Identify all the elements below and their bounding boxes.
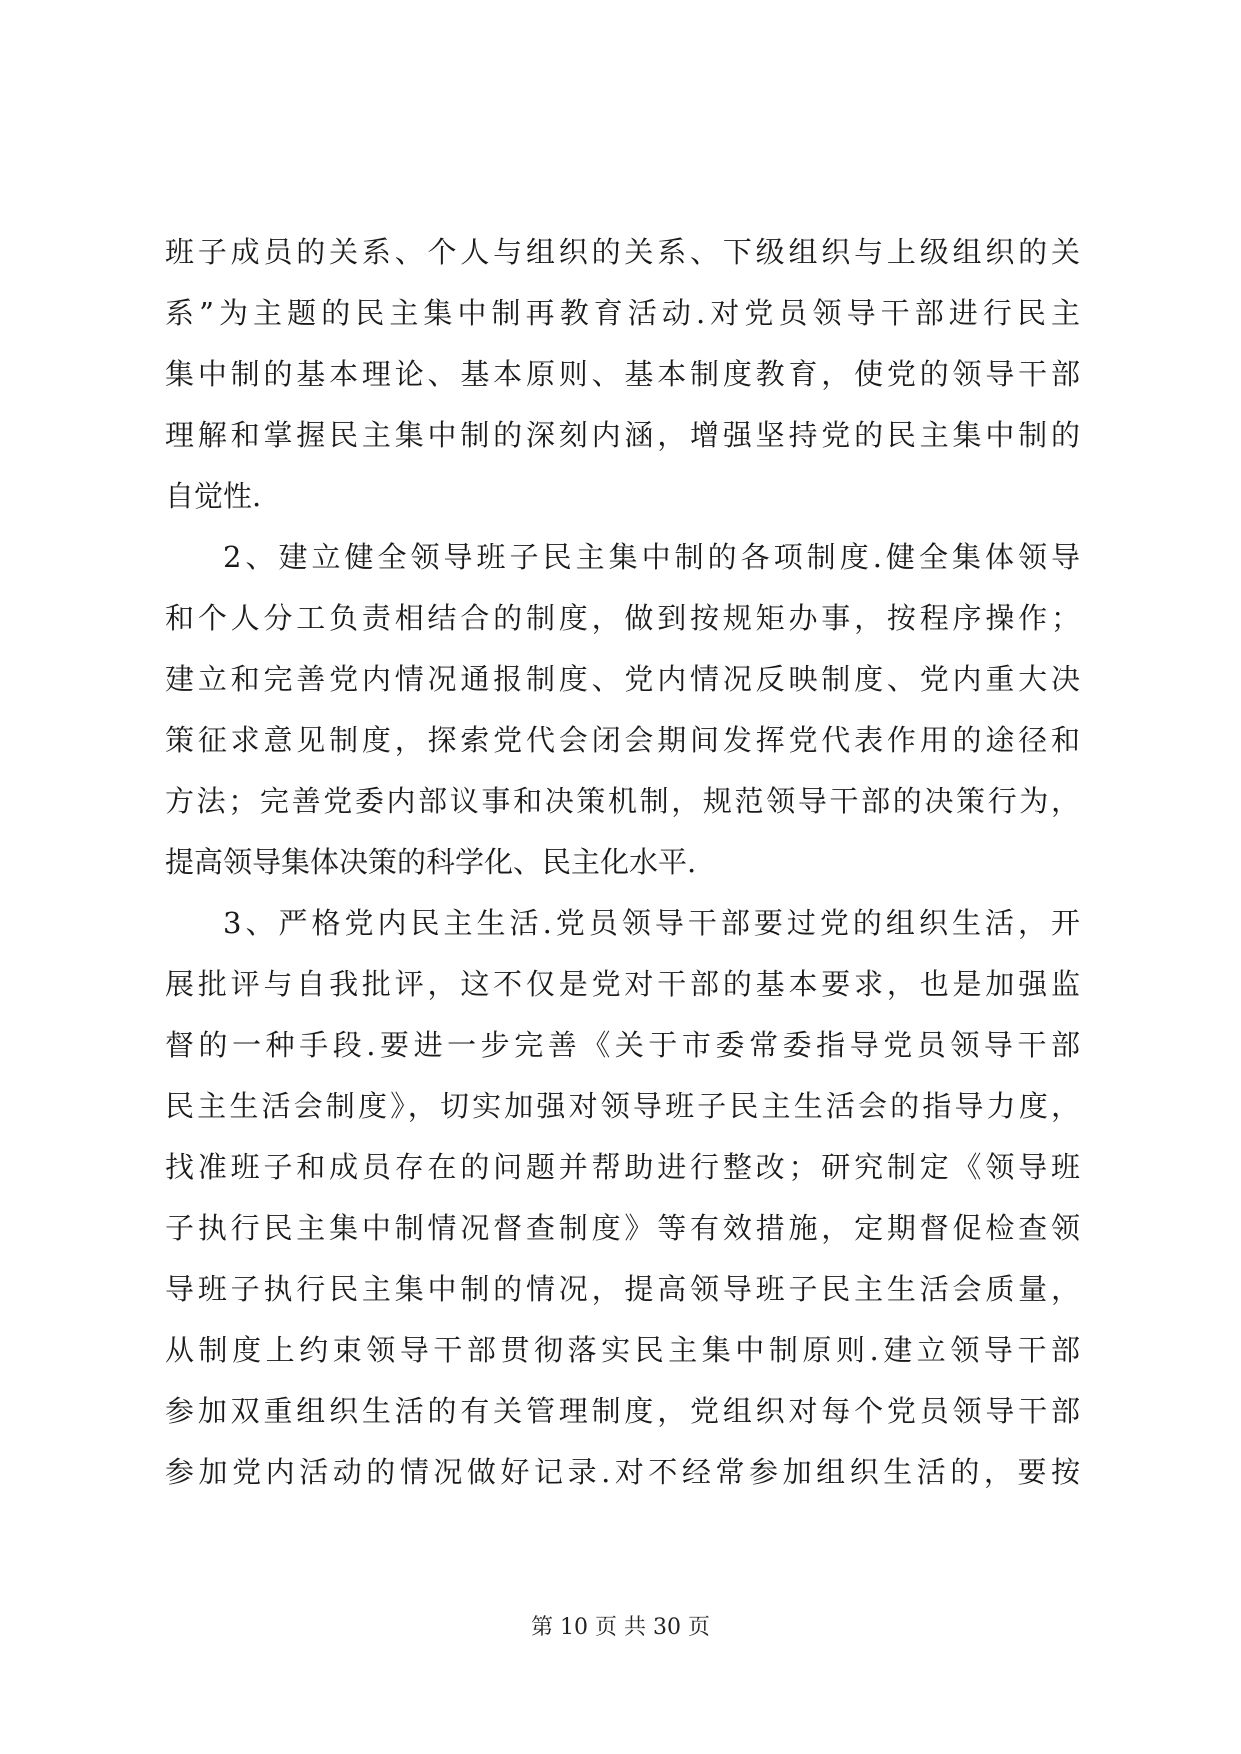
text-line: 子执行民主集中制情况督查制度》等有效措施，定期督促检查领 [165, 1211, 1080, 1245]
text-line: 展批评与自我批评，这不仅是党对干部的基本要求，也是加强监 [165, 967, 1080, 1001]
text-line: 参加双重组织生活的有关管理制度，党组织对每个党员领导干部 [165, 1394, 1080, 1428]
text-line: 策征求意见制度，探索党代会闭会期间发挥党代表作用的途径和 [165, 723, 1080, 757]
text-line: 民主生活会制度》，切实加强对领导班子民主生活会的指导力度， [165, 1089, 1080, 1123]
text-line: 和个人分工负责相结合的制度，做到按规矩办事，按程序操作； [165, 601, 1080, 635]
text-line: 系”为主题的民主集中制再教育活动.对党员领导干部进行民主 [165, 296, 1080, 330]
text-line: 提高领导集体决策的科学化、民主化水平. [165, 845, 697, 879]
text-line: 督的一种手段.要进一步完善《关于市委常委指导党员领导干部 [165, 1028, 1080, 1062]
text-line: 建立和完善党内情况通报制度、党内情况反映制度、党内重大决 [165, 662, 1080, 696]
text-line: 班子成员的关系、个人与组织的关系、下级组织与上级组织的关 [165, 235, 1080, 269]
text-line: 找准班子和成员存在的问题并帮助进行整改；研究制定《领导班 [165, 1150, 1080, 1184]
text-line: 从制度上约束领导干部贯彻落实民主集中制原则.建立领导干部 [165, 1333, 1080, 1367]
body-text [165, 222, 1080, 1503]
text-line: 2、建立健全领导班子民主集中制的各项制度.健全集体领导 [223, 540, 1080, 574]
text-line: 方法；完善党委内部议事和决策机制，规范领导干部的决策行为， [165, 784, 1080, 818]
text-line: 理解和掌握民主集中制的深刻内涵，增强坚持党的民主集中制的 [165, 418, 1080, 452]
text-line: 集中制的基本理论、基本原则、基本制度教育，使党的领导干部 [165, 357, 1080, 391]
page-footer: 第 10 页 共 30 页 [531, 1615, 710, 1640]
text-line: 自觉性. [165, 479, 262, 513]
text-line: 3、严格党内民主生活.党员领导干部要过党的组织生活，开 [223, 906, 1080, 940]
text-line: 导班子执行民主集中制的情况，提高领导班子民主生活会质量， [165, 1272, 1080, 1306]
text-line: 参加党内活动的情况做好记录.对不经常参加组织生活的，要按 [165, 1455, 1080, 1489]
